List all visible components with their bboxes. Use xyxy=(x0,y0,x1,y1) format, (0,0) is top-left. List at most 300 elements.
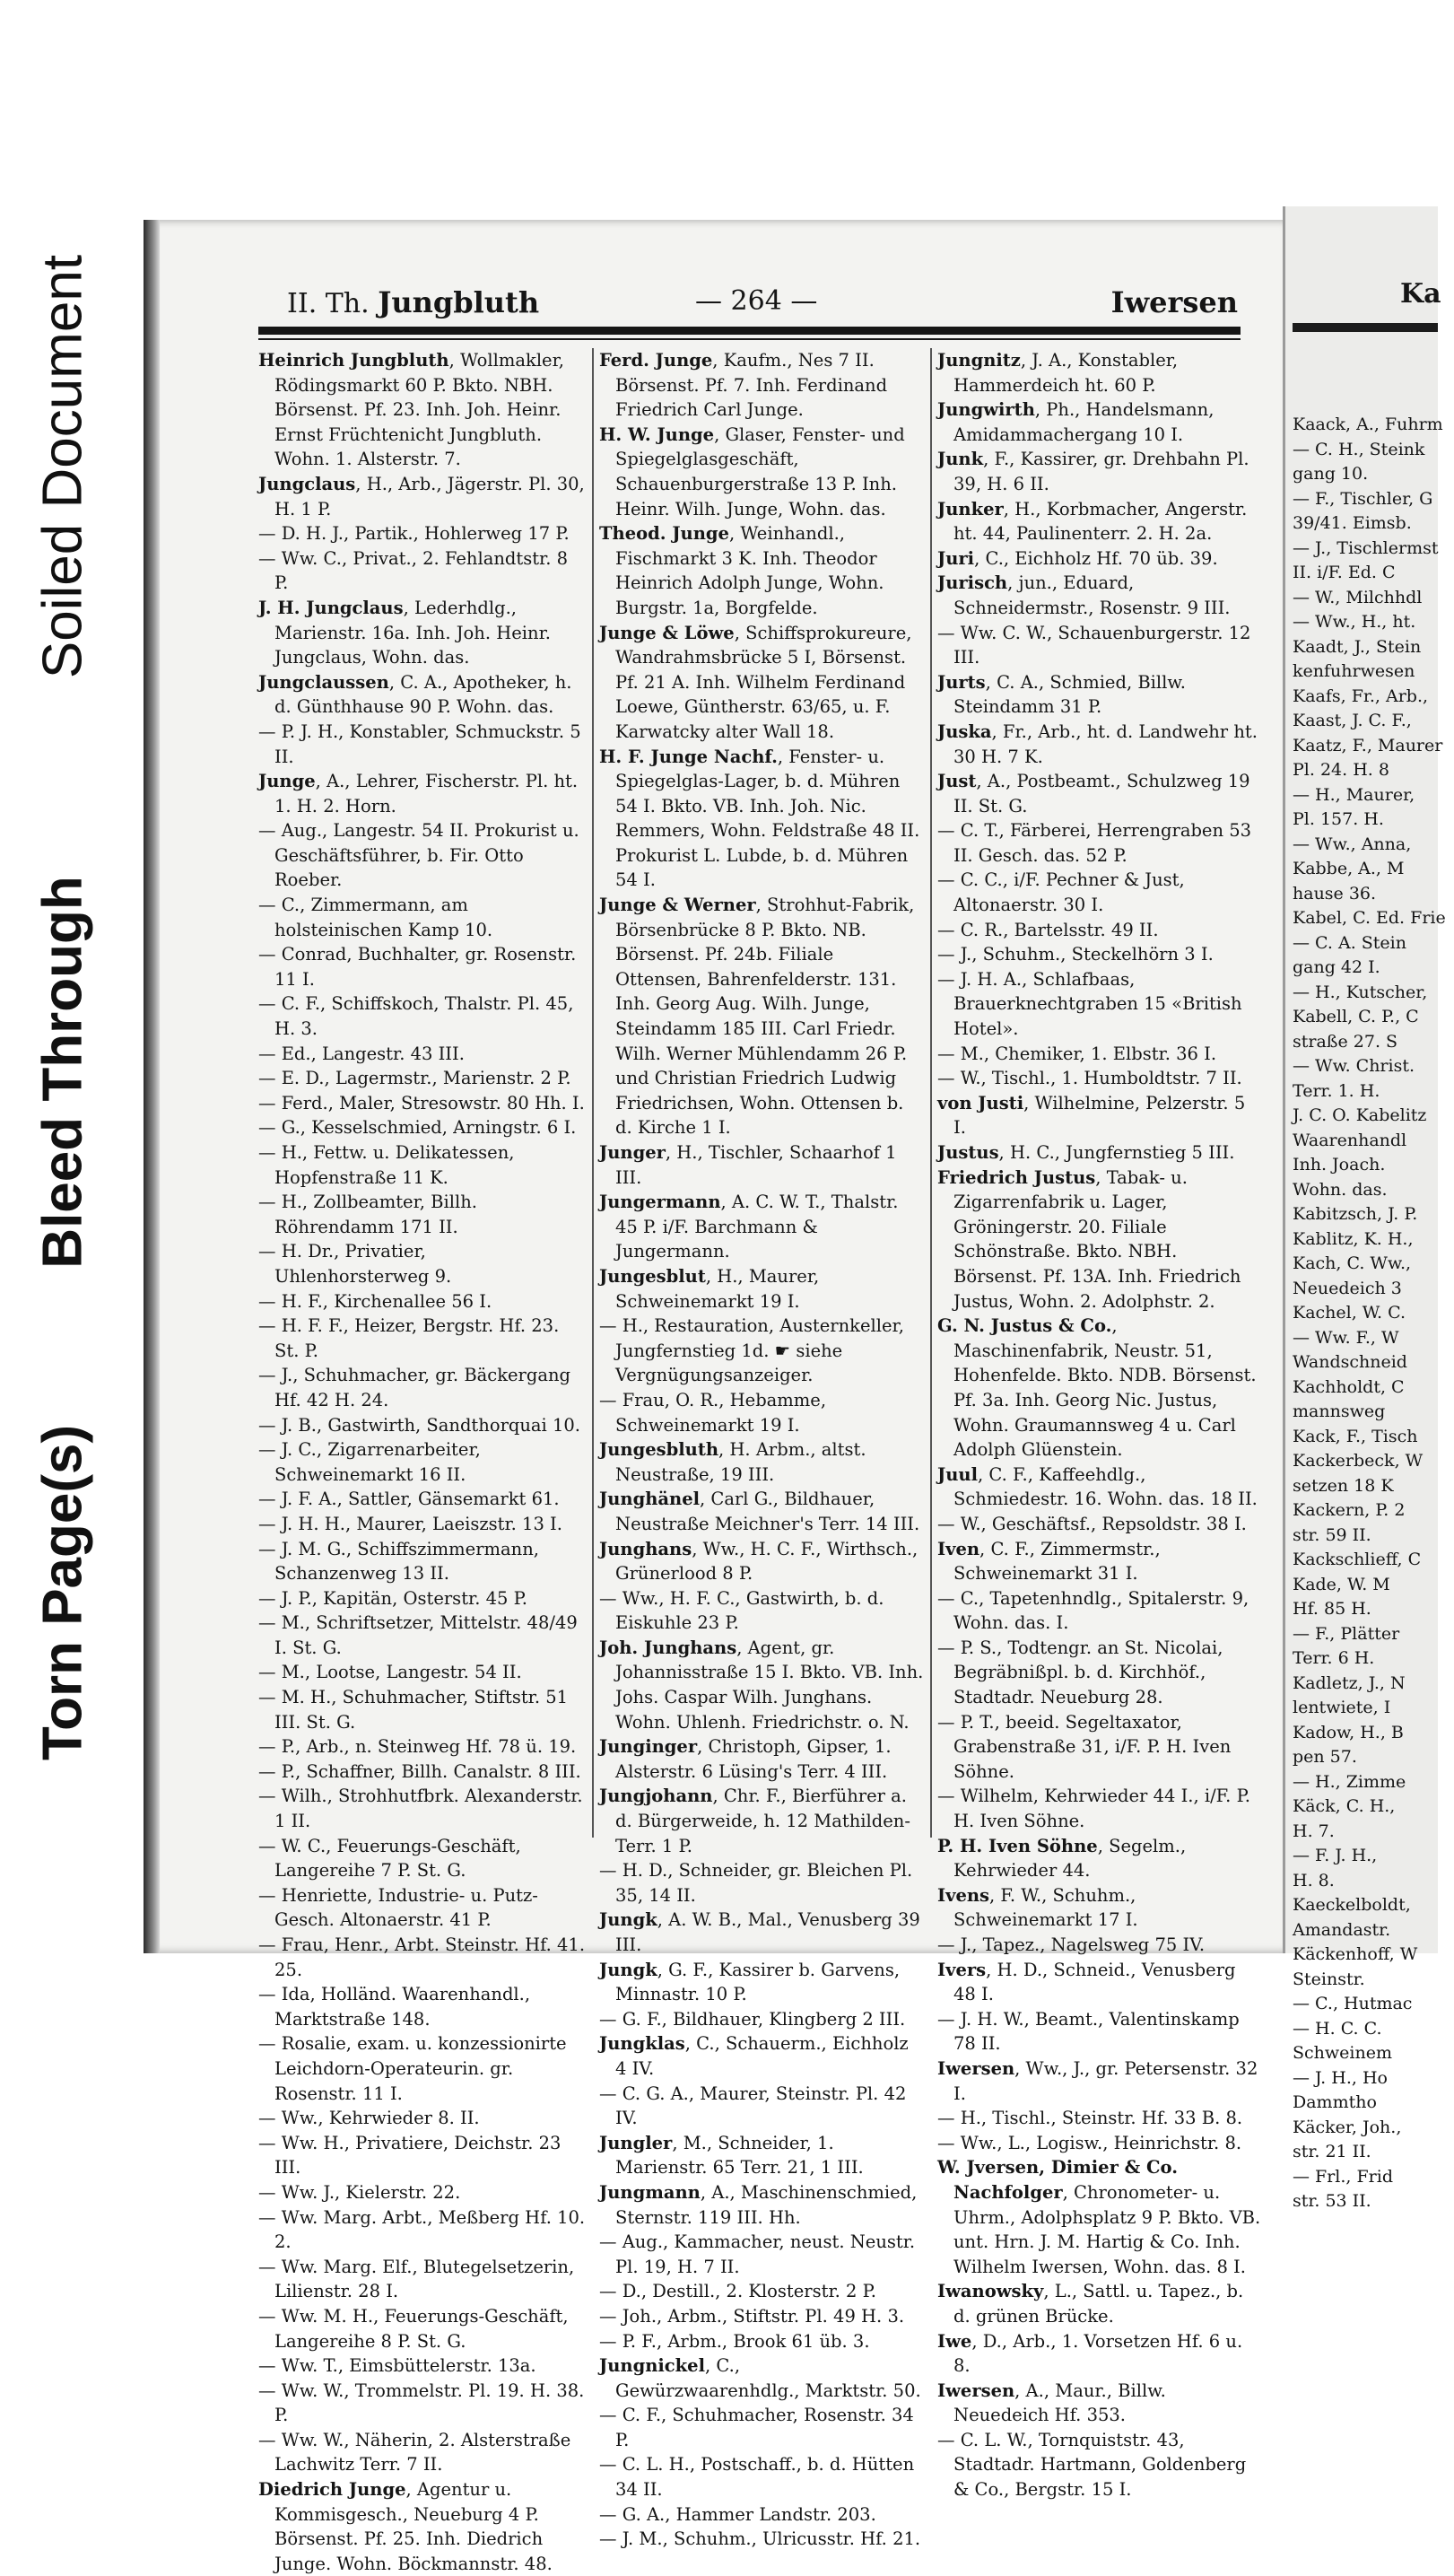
directory-entry xyxy=(599,1958,924,2007)
entry-text: — Ww. W., Trommelstr. Pl. 19. H. 38. P. xyxy=(258,2380,585,2426)
entry-text: — Henriette, Industrie- u. Putz-Gesch. Altonaerstr. 41 P. xyxy=(258,1884,538,1931)
adjacent-page-line: Kabitzsch, J. P. xyxy=(1293,1204,1418,1224)
directory-entry xyxy=(937,1834,1262,1883)
adjacent-page-line: hause 36. xyxy=(1293,883,1377,904)
directory-entry xyxy=(937,2056,1262,2106)
entry-text: , Maschinenfabrik, Neustr. 51, Hohenfelde. Bkto. NDB. Börsenst. Pf. 3a. Inh. Georg Nic. Justus, Wohn. Graumannsweg 4 u. Carl Adolph Glüenstein. xyxy=(953,1315,1257,1461)
adjacent-page-line: H. 8. xyxy=(1293,1870,1335,1891)
directory-entry xyxy=(599,1784,924,1858)
directory-entry xyxy=(937,1883,1262,1933)
adjacent-page-line: Kaadt, J., Stein xyxy=(1293,636,1422,657)
entry-text: — P., Arb., n. Steinweg Hf. 78 ü. 19. xyxy=(258,1736,577,1758)
adjacent-page-line: Kabel, C. Ed. Frie xyxy=(1293,908,1446,928)
entry-text: — Ww., H. F. C., Gastwirth, b. d. Eiskuhle 23 P. xyxy=(599,1587,884,1634)
directory-entry xyxy=(258,1115,586,1140)
adjacent-page-line: J. C. O. Kabelitz xyxy=(1293,1105,1427,1125)
entry-text: , Weinhandl., Fischmarkt 3 K. Inh. Theodor Heinrich Adolph Junge, Wohn. Burgstr. 1a, Borgfelde. xyxy=(615,523,884,618)
directory-entry xyxy=(937,1140,1262,1166)
adjacent-page-line: gang 10. xyxy=(1293,464,1369,484)
entry-text: — H. F., Kirchenallee 56 I. xyxy=(258,1290,492,1312)
entry-name: Jungjohann xyxy=(599,1786,713,1807)
entry-name: Friedrich Justus xyxy=(937,1166,1096,1188)
header-rule-thin xyxy=(258,338,1241,340)
entry-text: — C. T., Färberei, Herrengraben 53 II. Gesch. das. 52 P. xyxy=(937,820,1252,866)
directory-entry xyxy=(258,2131,586,2180)
directory-entry xyxy=(258,2180,586,2205)
directory-entry xyxy=(937,397,1262,447)
directory-entry xyxy=(937,769,1262,818)
entry-text: — D. H. J., Partik., Hohlerweg 17 P. xyxy=(258,523,570,545)
entry-name: Junge & Werner xyxy=(599,895,756,916)
adjacent-page-line: Kabbe, A., M xyxy=(1293,859,1405,878)
entry-text: , G. F., Kassirer b. Garvens, Minnastr. 10 P. xyxy=(615,1959,901,2005)
adjacent-page-line: mannsweg xyxy=(1293,1402,1386,1421)
entry-text: , Christoph, Gipser, 1. Alsterstr. 6 Lüsing's Terr. 4 III. xyxy=(615,1736,892,1782)
adjacent-page-line: Kackschlieff, C xyxy=(1293,1550,1422,1569)
entry-text: , F., Kassirer, gr. Drehbahn Pl. 39, H. 6 II. xyxy=(953,449,1249,494)
directory-entry xyxy=(937,1636,1262,1710)
directory-entry xyxy=(599,621,924,745)
adjacent-page-line: H. 7. xyxy=(1293,1821,1335,1841)
adjacent-page-line: Kach, C. Ww., xyxy=(1293,1253,1412,1273)
directory-entry xyxy=(258,2106,586,2131)
directory-entry xyxy=(599,1140,924,1190)
directory-entry xyxy=(937,1042,1262,1067)
entry-text: — H. F. F., Heizer, Bergstr. Hf. 23. St. P. xyxy=(258,1315,560,1361)
directory-entry xyxy=(937,1710,1262,1785)
entry-text: , C. A., Apotheker, h. d. Günthhause 90 P. Wohn. das. xyxy=(274,671,572,718)
directory-entry xyxy=(937,818,1262,868)
entry-text: , Chr. F., Bierführer a. d. Bürgerweide, h. 12 Mathilden-Terr. 1 P. xyxy=(615,1786,910,1856)
directory-entry xyxy=(599,2502,924,2528)
entry-text: — C., Zimmermann, am holsteinischen Kamp 10. xyxy=(258,895,493,940)
entry-text: — Aug., Langestr. 54 II. Prokurist u. Geschäftsführer, b. Fir. Otto Roeber. xyxy=(258,820,579,891)
entry-name: Juul xyxy=(937,1463,978,1485)
entry-name: H. W. Junge xyxy=(599,424,715,445)
entry-text: , H., Korbmacher, Angerstr. ht. 44, Paulinenterr. 2. H. 2a. xyxy=(953,498,1248,545)
entry-name: von Justi xyxy=(937,1092,1024,1113)
entry-text: — C. R., Bartelsstr. 49 II. xyxy=(937,919,1159,940)
directory-entry xyxy=(258,2477,586,2576)
entry-text: , H., Tischler, Schaarhof 1 III. xyxy=(615,1142,897,1188)
entry-text: — Frau, Henr., Arbt. Steinstr. Hf. 41. 25. xyxy=(258,1934,586,1980)
entry-name: Iwanowsky xyxy=(937,2281,1044,2302)
directory-entry xyxy=(258,720,586,769)
entry-text: — Ww. W., Näherin, 2. Alsterstraße Lachwitz Terr. 7 II. xyxy=(258,2429,571,2476)
entry-text: — Ww. H., Privatiere, Deichstr. 23 III. xyxy=(258,2132,562,2179)
entry-name: Jurts xyxy=(937,671,986,693)
entry-text: , Wilhelmine, Pelzerstr. 5 I. xyxy=(953,1092,1246,1139)
directory-entry xyxy=(258,1685,586,1734)
label-soiled-document: Soiled Document xyxy=(31,254,94,679)
label-bleed-through: Bleed Through xyxy=(31,876,94,1269)
entry-text: , F. W., Schuhm., Schweinemarkt 17 I. xyxy=(953,1884,1138,1931)
entry-text: — Ww. T., Eimsbüttelerstr. 13a. xyxy=(258,2355,536,2377)
directory-entry xyxy=(258,546,586,596)
directory-entry xyxy=(258,1289,586,1314)
entry-text: — W. C., Feuerungs-Geschäft, Langereihe 7 P. St. G. xyxy=(258,1835,521,1882)
adjacent-page-line: — H., Zimme xyxy=(1293,1771,1406,1792)
entry-text: — Ww. M. H., Feuerungs-Geschäft, Langereihe 8 P. St. G. xyxy=(258,2305,569,2352)
directory-entry xyxy=(937,1537,1262,1586)
entry-text: — P. J. H., Konstabler, Schmuckstr. 5 II. xyxy=(258,720,581,767)
adjacent-page-line: Käckenhoff, W xyxy=(1293,1944,1418,1964)
entry-text: — J. P., Kapitän, Osterstr. 45 P. xyxy=(258,1587,527,1609)
entry-text: — G. A., Hammer Landstr. 203. xyxy=(599,2503,876,2525)
entry-text: — J. H. A., Schlafbaas, Brauerknechtgraben 15 «British Hotel». xyxy=(937,968,1242,1040)
directory-entry xyxy=(937,2379,1262,2428)
entry-text: , M., Schneider, 1. Marienstr. 65 Terr. 21, 1 III. xyxy=(615,2132,864,2179)
directory-entry xyxy=(937,571,1262,620)
directory-entry xyxy=(937,621,1262,670)
directory-entry xyxy=(258,521,586,546)
entry-text: — C. F., Schuhmacher, Rosenstr. 34 P. xyxy=(599,2405,914,2450)
directory-entry xyxy=(258,1066,586,1091)
column-divider xyxy=(592,348,594,1838)
entry-text: — Rosalie, exam. u. konzessionirte Leichdorn-Operateurin. gr. Rosenstr. 11 I. xyxy=(258,2033,567,2104)
entry-text: , C., Eichholz Hf. 70 üb. 39. xyxy=(974,547,1218,569)
entry-text: , Wollmakler, Rödingsmarkt 60 P. Bkto. NBH. Börsenst. Pf. 23. Inh. Joh. Heinr. Ernst Früchtenicht Jungbluth. Wohn. 1. Alsterstr. 7. xyxy=(274,350,564,470)
entry-text: — C. C., i/F. Pechner & Just, Altonaerstr. 30 I. xyxy=(937,869,1185,916)
directory-entry xyxy=(937,1512,1262,1537)
entry-text: , C., Schauerm., Eichholz 4 IV. xyxy=(615,2033,909,2079)
entry-name: H. F. Junge Nachf. xyxy=(599,746,778,767)
adjacent-page-line: Kackerbeck, W xyxy=(1293,1451,1424,1471)
directory-entry xyxy=(258,893,586,942)
adjacent-page-line: Kadow, H., B xyxy=(1293,1722,1404,1742)
header-left xyxy=(287,285,539,319)
entry-name: Junginger xyxy=(599,1736,698,1758)
entry-text: — C., Tapetenhndlg., Spitalerstr. 9, Wohn. das. I. xyxy=(937,1587,1249,1634)
directory-entry xyxy=(258,2379,586,2428)
directory-entry xyxy=(937,2279,1262,2328)
entry-name: Iwersen xyxy=(937,2057,1015,2079)
entry-text: — Ww. Marg. Arbt., Meßberg Hf. 10. 2. xyxy=(258,2206,586,2253)
directory-entry xyxy=(258,2205,586,2255)
entry-name: Iwersen xyxy=(937,2380,1015,2401)
adjacent-page-line: II. i/F. Ed. C xyxy=(1293,563,1396,582)
directory-entry xyxy=(937,497,1262,546)
directory-entry xyxy=(599,1190,924,1264)
directory-entry xyxy=(258,472,586,521)
entry-text: — Ida, Holländ. Waarenhandl., Marktstraße 148. xyxy=(258,1984,531,2030)
entry-text: — M. H., Schuhmacher, Stiftstr. 51 III. St. G. xyxy=(258,1687,569,1733)
adjacent-page-line: gang 42 I. xyxy=(1293,957,1380,977)
directory-entry xyxy=(599,521,924,620)
entry-text: , L., Sattl. u. Tapez., b. d. grünen Brücke. xyxy=(953,2281,1244,2327)
entry-text: , Ww., J., gr. Petersenstr. 32 I. xyxy=(953,2057,1258,2104)
directory-entry xyxy=(599,2180,924,2230)
entry-text: — J., Tapez., Nagelsweg 75 IV. xyxy=(937,1934,1206,1955)
adjacent-page-line: Kablitz, K. H., xyxy=(1293,1228,1414,1249)
directory-entry xyxy=(258,1512,586,1537)
header-left-name: Jungbluth xyxy=(378,285,540,319)
entry-text: — Joh., Arbm., Stiftstr. Pl. 49 H. 3. xyxy=(599,2305,905,2327)
entry-text: — P. S., Todtengr. an St. Nicolai, Begräbnißpl. b. d. Kirchhöf., Stadtadr. Neueburg 28. xyxy=(937,1637,1223,1708)
directory-entry xyxy=(599,1908,924,1957)
adjacent-page-line: — J., Tischlermst xyxy=(1293,537,1439,558)
directory-entry xyxy=(258,1437,586,1487)
entry-name: Junker xyxy=(937,498,1004,520)
side-labels xyxy=(0,0,126,1953)
directory-entry xyxy=(937,2329,1262,2379)
entry-name: Jungk xyxy=(599,1959,657,1980)
entry-text: — Wilhelm, Kehrwieder 44 I., i/F. P. H. Iven Söhne. xyxy=(937,1786,1250,1832)
directory-entry xyxy=(937,942,1262,967)
page-number: — 264 — xyxy=(695,285,818,317)
adjacent-page-line: Wandschneid xyxy=(1293,1352,1407,1372)
entry-text: — H., Fettw. u. Delikatessen, Hopfenstraße 11 K. xyxy=(258,1142,515,1188)
entry-text: , Glaser, Fenster- und Spiegelglasgeschäft, Schauenburgerstraße 13 P. Inh. Heinr. Wilh. Junge, Wohn. das. xyxy=(615,424,905,520)
entry-name: Jungclaussen xyxy=(258,671,389,693)
entry-text: , C. A., Schmied, Billw. Steindamm 31 P. xyxy=(953,671,1186,718)
directory-entry xyxy=(258,2353,586,2379)
entry-text: — G. F., Bildhauer, Klingberg 2 III. xyxy=(599,2008,906,2030)
directory-entry xyxy=(599,2329,924,2354)
column-divider xyxy=(930,348,932,1838)
entry-name: Diedrich Junge xyxy=(258,2479,406,2501)
directory-entry xyxy=(258,596,586,670)
entry-text: — Ferd., Maler, Stresowstr. 80 Hh. I. xyxy=(258,1092,585,1113)
entry-text: , Agentur u. Kommisgesch., Neueburg 4 P. Börsenst. Pf. 25. Inh. Diedrich Junge. Wohn. Böckmannstr. 48. xyxy=(274,2479,553,2574)
entry-text: — J. H. H., Maurer, Laeiszstr. 13 I. xyxy=(258,1513,562,1534)
directory-entry xyxy=(599,1858,924,1908)
entry-text: , A. W. B., Mal., Venusberg 39 III. xyxy=(615,1909,920,1955)
entry-text: — C. G. A., Maurer, Steinstr. Pl. 42 IV. xyxy=(599,2083,907,2129)
entry-name: Ivens xyxy=(937,1884,990,1906)
directory-entry xyxy=(599,348,924,423)
directory-entry xyxy=(937,447,1262,496)
adjacent-page-line: — H. C. C. xyxy=(1293,2018,1382,2039)
entry-text: , Carl G., Bildhauer, Neustraße Meichner's Terr. 14 III. xyxy=(615,1489,920,1534)
directory-entry xyxy=(937,967,1262,1042)
adjacent-page-header: Ka xyxy=(1400,278,1441,310)
adjacent-page-line: Pl. 157. H. xyxy=(1293,809,1384,829)
directory-entry xyxy=(258,1660,586,1685)
entry-name: Iwe xyxy=(937,2330,972,2352)
entry-text: — Wilh., Strohhutfbrk. Alexanderstr. 1 II. xyxy=(258,1786,583,1832)
adjacent-page-line: Kack, F., Tisch xyxy=(1293,1426,1418,1446)
entry-name: Just xyxy=(937,771,977,792)
entry-name: Ivers xyxy=(937,1959,987,1980)
entry-name: Jungwirth xyxy=(937,399,1035,421)
entry-text: — M., Lootse, Langestr. 54 II. xyxy=(258,1662,522,1683)
adjacent-page-line: setzen 18 K xyxy=(1293,1475,1394,1496)
adjacent-page-line: Terr. 1. H. xyxy=(1293,1080,1380,1101)
directory-entry xyxy=(937,2155,1262,2279)
adjacent-page-line: — F., Plätter xyxy=(1293,1623,1400,1644)
entry-name: Heinrich Jungbluth xyxy=(258,350,449,371)
entry-text: , J. A., Konstabler, Hammerdeich ht. 60 P. xyxy=(953,350,1179,396)
directory-entry xyxy=(599,893,924,1140)
directory-entry xyxy=(599,1487,924,1536)
entry-text: , A., Lehrer, Fischerstr. Pl. ht. 1. H. 2. Horn. xyxy=(274,771,579,816)
adjacent-page-line: — W., Milchhdl xyxy=(1293,587,1423,607)
directory-entry xyxy=(258,818,586,893)
directory-entry xyxy=(937,868,1262,917)
directory-entry xyxy=(599,745,924,894)
directory-entry xyxy=(599,2353,924,2403)
entry-name: Justus xyxy=(937,1142,999,1163)
adjacent-page-line: — C. H., Steink xyxy=(1293,439,1425,459)
entry-text: , H., Arb., Jägerstr. Pl. 30, H. 1 P. xyxy=(274,473,585,520)
adjacent-page-line: straße 27. S xyxy=(1293,1031,1398,1052)
entry-text: — M., Chemiker, 1. Elbstr. 36 I. xyxy=(937,1043,1217,1064)
directory-entry xyxy=(937,2428,1262,2502)
directory-entry xyxy=(937,1463,1262,1512)
directory-entry xyxy=(599,423,924,521)
directory-entry xyxy=(258,769,586,818)
directory-entry xyxy=(937,720,1262,769)
entry-text: — C. F., Schiffskoch, Thalstr. Pl. 45, H. 3. xyxy=(258,993,574,1040)
adjacent-page-line: — Ww. Christ. xyxy=(1293,1056,1415,1076)
adjacent-page-line: Kadletz, J., N xyxy=(1293,1672,1406,1693)
directory-entry xyxy=(937,2106,1262,2131)
adjacent-page-line: — F., Tischler, G xyxy=(1293,488,1433,509)
adjacent-page-line: Kachel, W. C. xyxy=(1293,1303,1406,1323)
directory-entry xyxy=(599,1437,924,1487)
entry-text: , A., Maur., Billw. Neuedeich Hf. 353. xyxy=(953,2380,1166,2426)
entry-text: — Ww. C. W., Schauenburgerstr. 12 III. xyxy=(937,622,1251,668)
directory-entry xyxy=(599,1388,924,1437)
directory-entry xyxy=(937,670,1262,720)
entry-text: , Strohhut-Fabrik, Börsenbrücke 8 P. Bkto. NB. Börsenst. Pf. 24b. Filiale Ottensen, Bahrenfelderstr. 131. Inh. Georg Aug. Wilh. Junge, Steindamm 185 III. Carl Friedr. Wilh. Werner Mühlendamm 26 P. und Christian Friedrich Ludwig Friedrichsen, Wohn. Ottensen b. d. Kirche 1 I. xyxy=(615,895,915,1139)
entry-text: — W., Tischl., 1. Humboldtstr. 7 II. xyxy=(937,1068,1242,1089)
entry-text: — C. L. W., Tornquiststr. 43, Stadtadr. Hartmann, Goldenberg & Co., Bergstr. 15 I. xyxy=(937,2429,1247,2501)
entry-text: — Aug., Kammacher, neust. Neustr. Pl. 19, H. 7 II. xyxy=(599,2231,916,2277)
directory-entry xyxy=(258,1883,586,1933)
directory-entry xyxy=(937,1933,1262,1958)
directory-entry xyxy=(937,1314,1262,1463)
directory-entry xyxy=(937,2007,1262,2056)
directory-entry xyxy=(599,2082,924,2131)
adjacent-page-lines xyxy=(1293,413,1454,2214)
entry-text: , H. D., Schneid., Venusberg 48 I. xyxy=(953,1959,1236,2005)
entry-name: Juri xyxy=(937,547,975,569)
directory-entry xyxy=(258,1413,586,1438)
directory-entry xyxy=(258,1933,586,1982)
directory-entry xyxy=(258,1734,586,1760)
adjacent-page-line: Kade, W. M xyxy=(1293,1574,1390,1594)
directory-entry xyxy=(937,1066,1262,1091)
adjacent-page-line: — Frl., Frid xyxy=(1293,2166,1394,2187)
entry-name: Jungclaus xyxy=(258,473,356,494)
directory-entry xyxy=(599,1314,924,1388)
directory-entry xyxy=(937,2131,1262,2156)
directory-entry xyxy=(258,1140,586,1190)
adjacent-page-line: lentwiete, I xyxy=(1293,1698,1391,1717)
entry-text: — Conrad, Buchhalter, gr. Rosenstr. 11 I. xyxy=(258,944,577,990)
directory-entry xyxy=(599,1586,924,1636)
directory-entry xyxy=(937,1958,1262,2007)
directory-entry xyxy=(937,1166,1262,1314)
header-rule xyxy=(258,327,1241,335)
directory-entry xyxy=(937,1091,1262,1140)
directory-column-2 xyxy=(599,348,924,2550)
header-part: II. Th. xyxy=(287,288,370,319)
entry-name: Iven xyxy=(937,1538,980,1559)
adjacent-page-line: Hf. 85 H. xyxy=(1293,1599,1371,1619)
entry-name: Junger xyxy=(599,1142,666,1163)
entry-text: — J. M., Schuhm., Ulricusstr. Hf. 21. xyxy=(599,2528,921,2550)
directory-entry xyxy=(599,2403,924,2452)
entry-text: — J. F. A., Sattler, Gänsemarkt 61. xyxy=(258,1489,560,1510)
entry-name: Junk xyxy=(937,449,984,470)
directory-entry xyxy=(599,2527,924,2552)
entry-text: , C. F., Kaffeehdlg., Schmiedestr. 16. Wohn. das. 18 II. xyxy=(953,1463,1258,1510)
directory-entry xyxy=(258,1363,586,1412)
entry-text: — Ww., Kehrwieder 8. II. xyxy=(258,2108,480,2129)
entry-text: , H., Maurer, Schweinemarkt 19 I. xyxy=(615,1265,820,1312)
entry-name: Ferd. Junge xyxy=(599,350,713,371)
directory-entry xyxy=(258,1091,586,1116)
entry-text: , C., Gewürzwaarenhdlg., Marktstr. 50. xyxy=(615,2355,921,2401)
entry-text: — H., Restauration, Austernkeller, Jungfernstieg 1d. ☛ siehe Vergnügungsanzeiger. xyxy=(599,1315,904,1386)
adjacent-page-line: Schweinem xyxy=(1293,2043,1392,2063)
directory-entry xyxy=(258,2428,586,2477)
directory-entry xyxy=(599,1734,924,1784)
directory-entry xyxy=(258,1239,586,1288)
entry-text: — H., Tischl., Steinstr. Hf. 33 B. 8. xyxy=(937,2108,1243,2129)
page-header xyxy=(287,285,1238,327)
directory-entry xyxy=(258,1314,586,1363)
entry-text: — J. M. G., Schiffszimmermann, Schanzenweg 13 II. xyxy=(258,1538,539,1585)
entry-text: — J. B., Gastwirth, Sandthorquai 10. xyxy=(258,1414,581,1436)
adjacent-page-line: Kaast, J. C. F., xyxy=(1293,711,1412,730)
entry-name: P. H. Iven Söhne xyxy=(937,1835,1098,1856)
directory-entry xyxy=(599,2031,924,2081)
entry-text: — D., Destill., 2. Klosterstr. 2 P. xyxy=(599,2281,877,2302)
adjacent-page-line: str. 59 II. xyxy=(1293,1524,1371,1545)
entry-text: , Ph., Handelsmann, Amidammachergang 10 I. xyxy=(953,399,1215,445)
entry-name: Jungklas xyxy=(599,2033,685,2055)
entry-text: — J., Schuhmacher, gr. Bäckergang Hf. 42 H. 24. xyxy=(258,1365,571,1410)
directory-entry xyxy=(258,1586,586,1611)
entry-name: Junge & Löwe xyxy=(599,622,735,643)
entry-text: , Lederhdlg., Marienstr. 16a. Inh. Joh. Heinr. Jungclaus, Wohn. das. xyxy=(274,597,551,668)
adjacent-page-line: — C. A. Stein xyxy=(1293,932,1406,953)
entry-text: — P., Schaffner, Billh. Canalstr. 8 III. xyxy=(258,1760,581,1782)
entry-text: , Fr., Arb., ht. d. Landwehr ht. 30 H. 7 K. xyxy=(953,720,1258,767)
entry-text: — H. Dr., Privatier, Uhlenhorsterweg 9. xyxy=(258,1241,452,1287)
adjacent-page-line: Kaatz, F., Maurer xyxy=(1293,735,1443,755)
entry-text: , D., Arb., 1. Vorsetzen Hf. 6 u. 8. xyxy=(953,2330,1243,2377)
directory-entry xyxy=(258,2255,586,2304)
directory-column-1 xyxy=(258,348,586,2574)
directory-entry xyxy=(258,670,586,720)
adjacent-page xyxy=(1283,206,1446,2211)
entry-text: , Kaufm., Nes 7 II. Börsenst. Pf. 7. Inh. Ferdinand Friedrich Carl Junge. xyxy=(615,350,888,421)
entry-text: — Ww. Marg. Elf., Blutegelsetzerin, Lilienstr. 28 I. xyxy=(258,2256,575,2302)
entry-name: J. H. Jungclaus xyxy=(258,597,404,618)
directory-entry xyxy=(258,1537,586,1586)
adjacent-page-line: Terr. 6 H. xyxy=(1293,1648,1375,1668)
entry-text: — P. T., beeid. Segeltaxator, Grabenstraße 31, i/F. P. H. Iven Söhne. xyxy=(937,1711,1232,1782)
directory-entry xyxy=(258,1784,586,1833)
entry-name: Theod. Junge xyxy=(599,523,729,545)
adjacent-page-line: Steinstr. xyxy=(1293,1969,1365,1989)
adjacent-page-line: — H., Kutscher, xyxy=(1293,982,1428,1002)
directory-entry xyxy=(258,942,586,991)
entry-text: — Ww., L., Logisw., Heinrichstr. 8. xyxy=(937,2132,1242,2153)
directory-entry xyxy=(937,918,1262,943)
entry-text: , A., Postbeamt., Schulzweg 19 II. St. G. xyxy=(953,771,1250,816)
page-binding-edge xyxy=(144,220,160,1953)
adjacent-page-line: kenfuhrwesen xyxy=(1293,661,1415,681)
header-right-name: Iwersen xyxy=(1110,285,1238,319)
entry-text: — H. D., Schneider, gr. Bleichen Pl. 35, 14 II. xyxy=(599,1860,913,1906)
entry-name: Jungk xyxy=(599,1909,657,1931)
